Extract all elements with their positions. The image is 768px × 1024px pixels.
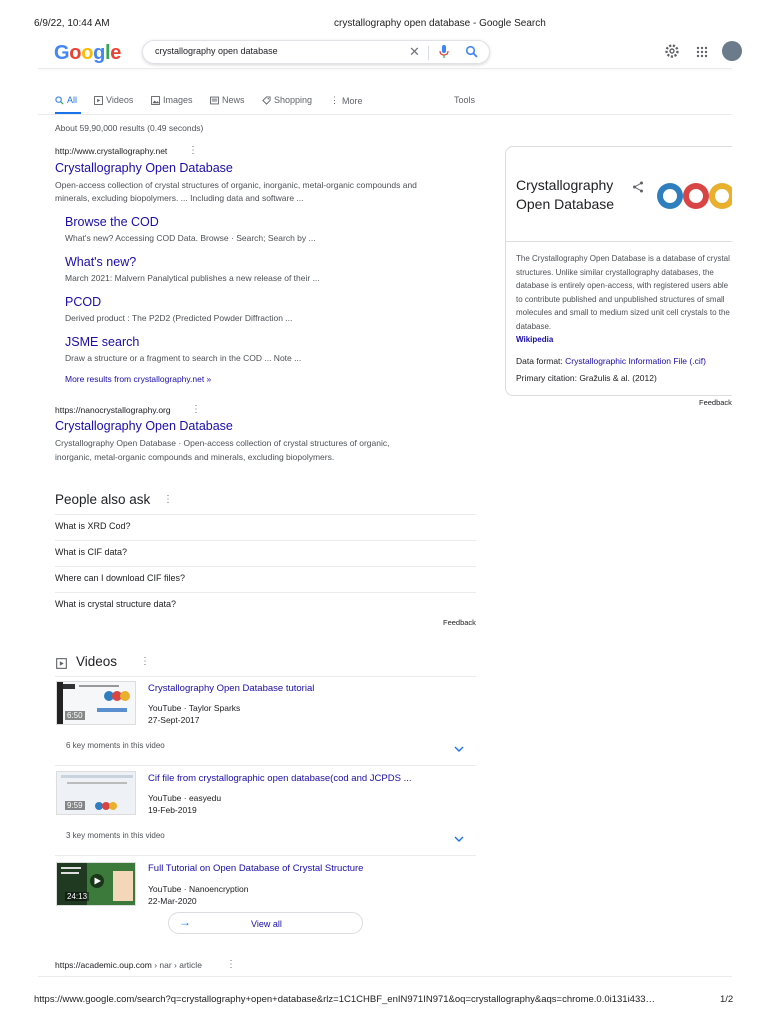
key-moments-label[interactable]: 6 key moments in this video xyxy=(66,741,165,750)
video-title[interactable]: Full Tutorial on Open Database of Crystal Structure xyxy=(148,863,364,874)
paa-heading: People also ask xyxy=(55,492,151,507)
videos-divider xyxy=(55,676,476,677)
paa-question[interactable]: What is CIF data? xyxy=(55,540,476,566)
tab-news[interactable] xyxy=(210,95,245,105)
tab-label: Images xyxy=(163,95,193,105)
kp-fact-value-link[interactable]: Crystallographic Information File (.cif) xyxy=(565,356,706,366)
video-duration: 24:13 xyxy=(67,892,88,901)
print-page-number: 1/2 xyxy=(720,994,734,1005)
paa-menu-icon[interactable]: ⋮ xyxy=(163,494,173,505)
kp-fact-primary-citation: Primary citation: Gražulis & al. (2012) xyxy=(516,373,657,383)
google-logo[interactable]: Google xyxy=(54,42,122,64)
kp-fact-data-format: Data format: Crystallographic Information File (.cif) xyxy=(516,356,706,366)
kp-feedback-link[interactable]: Feedback xyxy=(699,398,732,407)
result-title[interactable]: Crystallography Open Database xyxy=(55,161,233,175)
video-divider xyxy=(55,765,476,766)
video-source: YouTube · easyedu xyxy=(148,793,222,803)
sitelink-title[interactable]: JSME search xyxy=(65,335,140,349)
footer-divider xyxy=(38,976,732,977)
tools-button[interactable] xyxy=(454,95,475,105)
sitelink-snippet: Draw a structure or a fragment to search in the COD ... Note ... xyxy=(65,353,302,363)
result-snippet-line: Open-access collection of crystal structures of organic, inorganic, metal-organic compounds and xyxy=(55,180,417,190)
result-menu-icon[interactable]: ⋮ xyxy=(191,404,201,415)
kp-fact-value: Gražulis & al. (2012) xyxy=(579,373,657,383)
search-icon xyxy=(55,96,64,105)
tab-images[interactable] xyxy=(151,95,193,105)
view-all-videos-button[interactable] xyxy=(168,912,363,934)
result-cite[interactable]: https://nanocrystallography.org xyxy=(55,405,171,415)
apps-grid-icon[interactable] xyxy=(696,45,708,63)
video-divider xyxy=(55,855,476,856)
result-snippet-line: minerals, excluding biopolymers. ... Including data and software ... xyxy=(55,193,304,203)
video-duration: 6:50 xyxy=(67,711,83,720)
result-snippet-line: Crystallography Open Database · Open-access collection of crystal structures of organic, xyxy=(55,438,390,448)
result-snippet-line: inorganic, metal-organic compounds and minerals, excluding biopolymers. xyxy=(55,452,335,462)
tab-more[interactable] xyxy=(330,95,363,106)
tab-label: News xyxy=(222,95,245,105)
paa-feedback-link[interactable]: Feedback xyxy=(443,618,476,627)
key-moments-label[interactable]: 3 key moments in this video xyxy=(66,831,165,840)
share-icon[interactable] xyxy=(632,180,644,198)
news-icon xyxy=(210,96,219,105)
sitelink-snippet: What's new? Accessing COD Data. Browse · Search; Search by ... xyxy=(65,233,316,243)
microphone-icon[interactable] xyxy=(439,45,449,64)
sitelink-title[interactable]: Browse the COD xyxy=(65,215,159,229)
tag-icon xyxy=(262,96,271,105)
result-cite[interactable] xyxy=(55,960,202,970)
video-date: 22-Mar-2020 xyxy=(148,896,197,906)
image-icon xyxy=(151,96,160,105)
clear-icon[interactable]: ✕ xyxy=(409,44,420,59)
video-thumbnail[interactable] xyxy=(56,862,136,906)
result-title[interactable]: Crystallography Open Database xyxy=(55,419,233,433)
paa-question[interactable]: Where can I download CIF files? xyxy=(55,566,476,592)
result-menu-icon[interactable]: ⋮ xyxy=(226,959,236,970)
tab-label: Shopping xyxy=(274,95,313,105)
kp-fact-key: Data format xyxy=(516,356,561,366)
header-divider xyxy=(38,68,732,69)
kp-fact-key: Primary citation xyxy=(516,373,575,383)
arrow-right-icon: → xyxy=(179,915,191,929)
sitelink-title[interactable]: PCOD xyxy=(65,295,102,309)
chevron-down-icon[interactable] xyxy=(454,830,464,848)
video-source: YouTube · Nanoencryption xyxy=(148,884,249,894)
kp-title: Crystallography Open Database xyxy=(516,177,615,212)
tab-shopping[interactable] xyxy=(262,95,312,105)
video-title[interactable]: Cif file from crystallographic open database(cod and JCPDS ... xyxy=(148,773,412,784)
search-input[interactable]: crystallography open database xyxy=(155,46,278,56)
settings-gear-icon[interactable] xyxy=(664,43,680,64)
chevron-down-icon[interactable] xyxy=(454,740,464,758)
video-icon xyxy=(94,96,103,105)
video-thumbnail[interactable] xyxy=(56,771,136,815)
print-url: https://www.google.com/search?q=crystallography+open+database&rlz=1C1CHBF_enIN971IN971&oq=crystallography&aqs=chrome.0.0i131i433… xyxy=(34,994,656,1005)
video-date: 19-Feb-2019 xyxy=(148,805,197,815)
result-stats: About 59,90,000 results (0.49 seconds) xyxy=(55,123,204,133)
video-duration: 9:59 xyxy=(67,801,83,810)
tabs-divider xyxy=(38,114,732,115)
cod-logo[interactable] xyxy=(656,178,732,214)
cite-path: › nar › article xyxy=(151,960,202,970)
tab-videos[interactable] xyxy=(94,95,133,105)
video-date: 27-Sept-2017 xyxy=(148,715,200,725)
video-source: YouTube · Taylor Sparks xyxy=(148,703,241,713)
result-cite[interactable]: http://www.crystallography.net xyxy=(55,146,168,156)
more-vert-icon: ⋮ xyxy=(330,95,339,105)
paa-question[interactable]: What is XRD Cod? xyxy=(55,514,476,540)
paa-question[interactable]: What is crystal structure data? xyxy=(55,592,476,618)
sitelink-snippet: March 2021: Malvern Panalytical publishes a new release of their ... xyxy=(65,273,320,283)
sitelink-title[interactable]: What's new? xyxy=(65,255,137,269)
tools-label: Tools xyxy=(454,95,476,105)
print-title: crystallography open database - Google Search xyxy=(334,18,546,29)
cite-domain: https://academic.oup.com xyxy=(55,960,152,970)
tab-label: All xyxy=(67,95,78,105)
video-icon xyxy=(56,656,67,674)
search-divider xyxy=(428,46,429,60)
kp-description xyxy=(516,252,732,347)
wikipedia-link[interactable]: Wikipedia xyxy=(516,335,554,344)
kp-description-text: The Crystallography Open Database is a database of crystal structures. Unlike similar crystallography databases, the database is entirely open-access, with registered users able to contribute published and unpublished structures of small molecules and small to medium sized unit cell crystals to the database. xyxy=(516,254,730,331)
kp-divider xyxy=(506,241,732,242)
videos-menu-icon[interactable]: ⋮ xyxy=(140,656,150,667)
account-avatar[interactable] xyxy=(722,41,742,61)
view-all-label: View all xyxy=(251,919,282,929)
more-results-link[interactable]: More results from crystallography.net » xyxy=(65,374,212,384)
video-title[interactable]: Crystallography Open Database tutorial xyxy=(148,683,315,694)
print-datetime: 6/9/22, 10:44 AM xyxy=(34,18,110,29)
result-menu-icon[interactable]: ⋮ xyxy=(188,145,198,156)
search-box[interactable] xyxy=(142,40,490,64)
tab-all[interactable] xyxy=(55,95,77,105)
video-thumbnail[interactable] xyxy=(56,681,136,725)
sitelink-snippet: Derived product : The P2D2 (Predicted Powder Diffraction ... xyxy=(65,313,293,323)
videos-heading: Videos xyxy=(76,654,118,669)
tab-label: More xyxy=(342,95,363,106)
search-icon[interactable] xyxy=(465,45,479,64)
tab-label: Videos xyxy=(106,95,134,105)
